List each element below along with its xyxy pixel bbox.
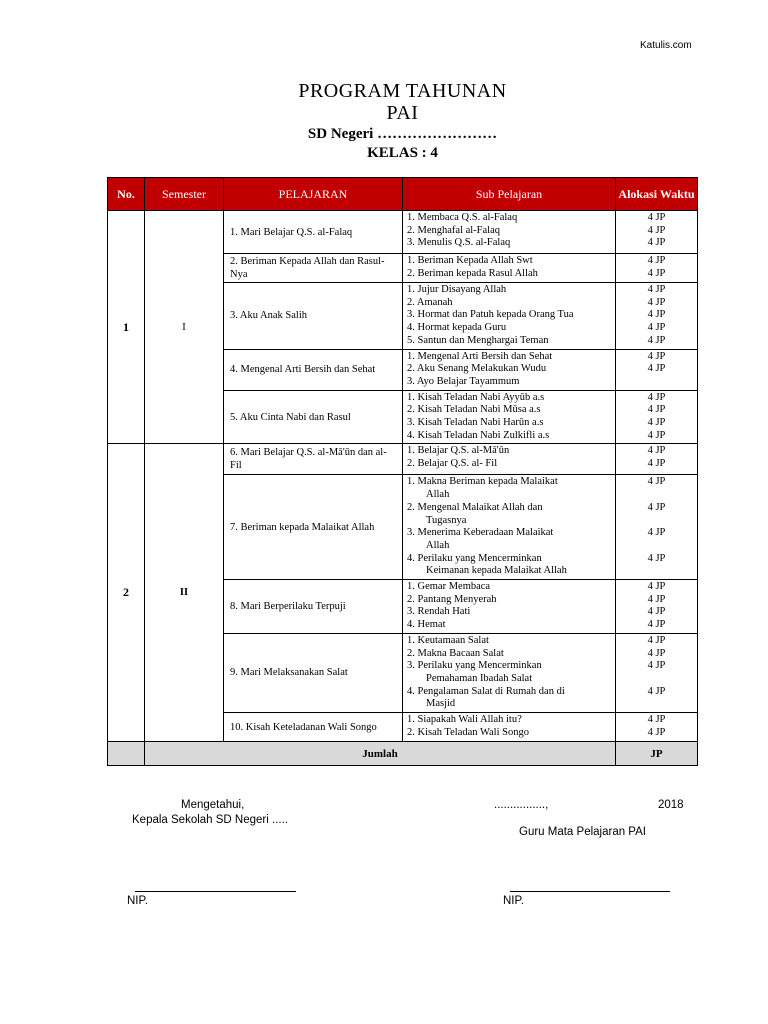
sub-lesson-item: 1. Beriman Kepada Allah Swt — [407, 255, 533, 266]
header-semester: Semester — [145, 178, 224, 211]
guru-label: Guru Mata Pelajaran PAI — [519, 826, 646, 838]
time-allocation-item: 4 JP — [647, 363, 666, 375]
sub-lesson-item: 3. Rendah Hati — [407, 606, 471, 618]
time-allocation-item: 4 JP — [647, 726, 666, 738]
sub-lesson-item: 2. Makna Bacaan Salat — [407, 647, 504, 659]
total-row — [108, 742, 698, 766]
lesson-title: 3. Aku Anak Salih — [224, 283, 403, 350]
lesson-title: 2. Beriman Kepada Allah dan Rasul-Nya — [224, 254, 403, 283]
lesson-title: 7. Beriman kepada Malaikat Allah — [224, 475, 403, 580]
sub-lesson-item: 2. Mengenal Malaikat Allah dan — [407, 501, 543, 513]
time-allocation-item: 4 JP — [647, 404, 666, 416]
time-allocation-item — [616, 515, 697, 528]
time-allocation-item: 4 JP — [647, 527, 666, 539]
sub-lesson-item: Keimanan kepada Malaikat Allah — [426, 565, 567, 577]
sub-lesson-item: 2. Aku Senang Melakukan Wudu — [407, 363, 547, 375]
time-allocation-item: 4 JP — [647, 581, 666, 593]
sub-lesson-item: 1. Membaca Q.S. al-Falaq — [407, 212, 518, 223]
sub-lesson-item: 1. Siapakah Wali Allah itu? — [407, 714, 522, 726]
program-table — [107, 177, 698, 766]
time-allocation — [616, 444, 698, 475]
sub-lesson-list — [403, 633, 616, 712]
sub-lesson-list — [403, 254, 616, 283]
school-line: SD Negeri …………………… — [307, 126, 498, 142]
sub-lesson-item: 4. Pengalaman Salat di Rumah dan di — [407, 685, 565, 697]
sub-lesson-list — [403, 390, 616, 444]
time-allocation-item: 4 JP — [647, 445, 666, 457]
time-allocation-item: 4 JP — [647, 224, 666, 236]
time-allocation-item: 4 JP — [647, 660, 666, 672]
time-allocation-item: 4 JP — [647, 476, 666, 488]
lesson-title: 8. Mari Berperilaku Terpuji — [224, 580, 403, 634]
semester-cell: I — [145, 211, 224, 444]
row-number: 2 — [108, 444, 145, 742]
header-sub-pelajaran: Sub Pelajaran — [403, 178, 616, 211]
time-allocation-item: 4 JP — [647, 634, 666, 646]
sub-lesson-item: Pemahaman Ibadah Salat — [426, 672, 533, 684]
sub-lesson-item: 1. Jujur Disayang Allah — [407, 284, 507, 295]
time-allocation-item: 4 JP — [647, 647, 666, 659]
sub-lesson-list — [403, 713, 616, 742]
table-row — [108, 444, 698, 475]
time-allocation-item: 4 JP — [647, 334, 666, 346]
header-no: No. — [108, 178, 145, 211]
total-spacer — [108, 742, 145, 766]
sub-lesson-item: 2. Menghafal al-Falaq — [407, 224, 501, 236]
sub-lesson-item: Masjid — [426, 698, 456, 710]
sub-lesson-list — [403, 349, 616, 390]
time-allocation-item: 4 JP — [647, 212, 666, 223]
lesson-title: 9. Mari Melaksanakan Salat — [224, 633, 403, 712]
time-allocation-item: 4 JP — [647, 685, 666, 697]
sub-lesson-item: 3. Menerima Keberadaan Malaikat — [407, 527, 554, 539]
time-allocation-item: 4 JP — [647, 552, 666, 564]
sub-lesson-item: 1. Makna Beriman kepada Malaikat — [407, 476, 558, 488]
sub-lesson-item: 2. Kisah Teladan Nabi Mūsa a.s — [407, 404, 541, 416]
sub-lesson-item: 3. Kisah Teladan Nabi Harūn a.s — [407, 417, 544, 429]
time-allocation-item: 4 JP — [647, 309, 666, 321]
sub-lesson-list — [403, 580, 616, 634]
sub-lesson-item: 3. Ayo Belajar Tayammum — [407, 375, 520, 387]
sub-lesson-item: 1. Kisah Teladan Nabi Ayyūb a.s — [407, 391, 545, 403]
time-allocation — [616, 349, 698, 390]
time-allocation-item: 4 JP — [647, 619, 666, 631]
sub-lesson-item: 4. Perilaku yang Mencerminkan — [407, 552, 542, 564]
time-allocation-item: 4 JP — [647, 606, 666, 618]
time-allocation-item: 4 JP — [647, 714, 666, 726]
sub-lesson-item: 2. Amanah — [407, 296, 453, 308]
date-placeholder: ................, — [494, 799, 549, 811]
signature-line-right — [510, 891, 670, 892]
lesson-title: 10. Kisah Keteladanan Wali Songo — [224, 713, 403, 742]
time-allocation — [616, 254, 698, 283]
time-allocation — [616, 211, 698, 254]
sub-lesson-item: 1. Keutamaan Salat — [407, 634, 489, 646]
signature-line-left — [135, 891, 296, 892]
sub-lesson-list — [403, 283, 616, 350]
sub-lesson-item: 1. Belajar Q.S. al-Mā'ūn — [407, 445, 510, 457]
year-label: 2018 — [658, 799, 684, 811]
time-allocation-item: 4 JP — [647, 458, 666, 470]
time-allocation-item — [616, 540, 697, 553]
mengetahui-label: Mengetahui, — [181, 799, 245, 811]
page-title-subject: PAI — [386, 102, 419, 124]
sub-lesson-list — [403, 211, 616, 254]
time-allocation-item — [616, 565, 697, 578]
nip-left: NIP. — [127, 895, 148, 907]
table-row — [108, 211, 698, 254]
site-watermark: Katulis.com — [640, 40, 692, 51]
time-allocation-item: 4 JP — [647, 267, 666, 279]
time-allocation-item — [616, 376, 697, 389]
sub-lesson-item: 4. Kisah Teladan Nabi Zulkifli a.s — [407, 429, 550, 441]
time-allocation-item — [616, 489, 697, 502]
sub-lesson-item: 2. Belajar Q.S. al- Fil — [407, 458, 498, 470]
header-alokasi-waktu: Alokasi Waktu — [616, 178, 698, 211]
total-label: Jumlah — [145, 742, 616, 766]
sub-lesson-item: 3. Hormat dan Patuh kepada Orang Tua — [407, 309, 574, 321]
sub-lesson-item: 2. Kisah Teladan Wali Songo — [407, 726, 529, 738]
table-header-row — [108, 178, 698, 211]
lesson-title: 4. Mengenal Arti Bersih dan Sehat — [224, 349, 403, 390]
semester-cell: II — [145, 444, 224, 742]
time-allocation-item: 4 JP — [647, 284, 666, 295]
time-allocation-item: 4 JP — [647, 429, 666, 441]
time-allocation-item: 4 JP — [647, 255, 666, 266]
time-allocation-item — [616, 673, 697, 686]
time-allocation — [616, 633, 698, 712]
sub-lesson-list — [403, 444, 616, 475]
header-pelajaran: PELAJARAN — [224, 178, 403, 211]
lesson-title: 5. Aku Cinta Nabi dan Rasul — [224, 390, 403, 444]
sub-lesson-item: Allah — [426, 489, 450, 501]
time-allocation — [616, 475, 698, 580]
sub-lesson-list — [403, 475, 616, 580]
sub-lesson-item: 1. Gemar Membaca — [407, 581, 491, 593]
sub-lesson-item: Allah — [426, 539, 450, 551]
time-allocation — [616, 580, 698, 634]
time-allocation-item: 4 JP — [647, 417, 666, 429]
time-allocation — [616, 390, 698, 444]
time-allocation-item: 4 JP — [647, 322, 666, 334]
total-value: JP — [616, 742, 698, 766]
class-line: KELAS : 4 — [367, 145, 438, 161]
sub-lesson-item: 5. Santun dan Menghargai Teman — [407, 334, 549, 346]
sub-lesson-item: 3. Perilaku yang Mencerminkan — [407, 660, 542, 672]
sub-lesson-item: 2. Pantang Menyerah — [407, 593, 497, 605]
lesson-title: 1. Mari Belajar Q.S. al-Falaq — [224, 211, 403, 254]
kepala-sekolah-label: Kepala Sekolah SD Negeri ..... — [132, 814, 288, 826]
row-number: 1 — [108, 211, 145, 444]
sub-lesson-item: 4. Hormat kepada Guru — [407, 322, 507, 334]
lesson-title: 6. Mari Belajar Q.S. al-Mā'ūn dan al-Fil — [224, 444, 403, 475]
time-allocation-item: 4 JP — [647, 391, 666, 403]
time-allocation — [616, 713, 698, 742]
time-allocation-item: 4 JP — [647, 296, 666, 308]
page-title: PROGRAM TAHUNAN — [298, 80, 507, 102]
time-allocation — [616, 283, 698, 350]
time-allocation-item: 4 JP — [647, 237, 666, 249]
time-allocation-item — [616, 698, 697, 711]
time-allocation-item: 4 JP — [647, 350, 666, 362]
time-allocation-item: 4 JP — [647, 501, 666, 513]
sub-lesson-item: 4. Hemat — [407, 619, 446, 631]
nip-right: NIP. — [503, 895, 524, 907]
time-allocation-item: 4 JP — [647, 593, 666, 605]
sub-lesson-item: 2. Beriman kepada Rasul Allah — [407, 267, 538, 279]
sub-lesson-item: Tugasnya — [426, 514, 467, 526]
sub-lesson-item: 3. Menulis Q.S. al-Falaq — [407, 237, 511, 249]
sub-lesson-item: 1. Mengenal Arti Bersih dan Sehat — [407, 350, 553, 362]
